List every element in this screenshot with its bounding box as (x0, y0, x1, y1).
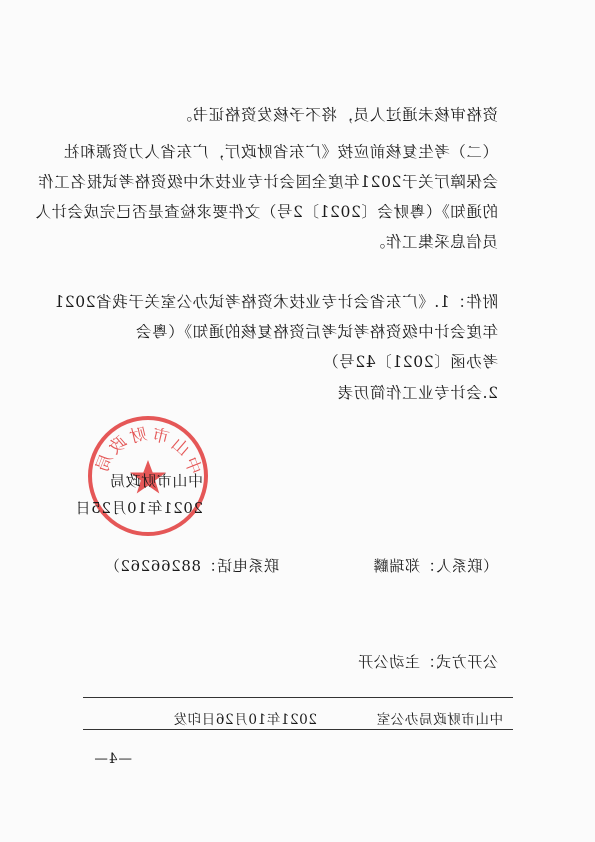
disclosure-mode: 公开方式：主动公开 (357, 653, 498, 671)
issuing-office: 中山市财政局办公室 (376, 712, 503, 728)
contact-person: （联系人：郑瑞麟 (373, 557, 498, 575)
seal-text: 中山市财政局 (91, 424, 205, 478)
attachment-line: 考办函〔2021〕42号） (322, 353, 498, 371)
body-line: 员信息采集工作。 (369, 233, 498, 251)
body-line: 资格审核未通过人员，将不予核发资格证书。 (175, 106, 498, 124)
body-line: 的通知》（粤财会〔2021〕2号）文件要求检查是否已完成会计人 (34, 203, 498, 221)
body-line: （二）考生复核前应按《广东省财政厅，广东省人力资源和社 (63, 143, 498, 161)
footer-bottom-rule (83, 729, 513, 730)
footer-top-rule (83, 697, 513, 698)
sender-name: 中山市财政局 (109, 472, 203, 490)
contact-phone: 联系电话：88266262） (104, 557, 279, 575)
attachment-line: 附件：1.《广东省会计专业技术资格考试办公室关于我省2021 (53, 293, 498, 311)
page-number: —4— (93, 751, 132, 767)
issue-date: 2021年10月25日 (75, 499, 203, 517)
attachment-line: 2.会计专业工作简历表 (337, 384, 498, 402)
attachment-line: 年度会计中级资格考试考后资格复核的通知》（粤会 (135, 323, 498, 341)
body-line: 会保障厅关于2021年度全国会计专业技术中级资格考试报名工作 (37, 173, 498, 191)
print-date: 2021年10月26日印发 (172, 712, 317, 728)
